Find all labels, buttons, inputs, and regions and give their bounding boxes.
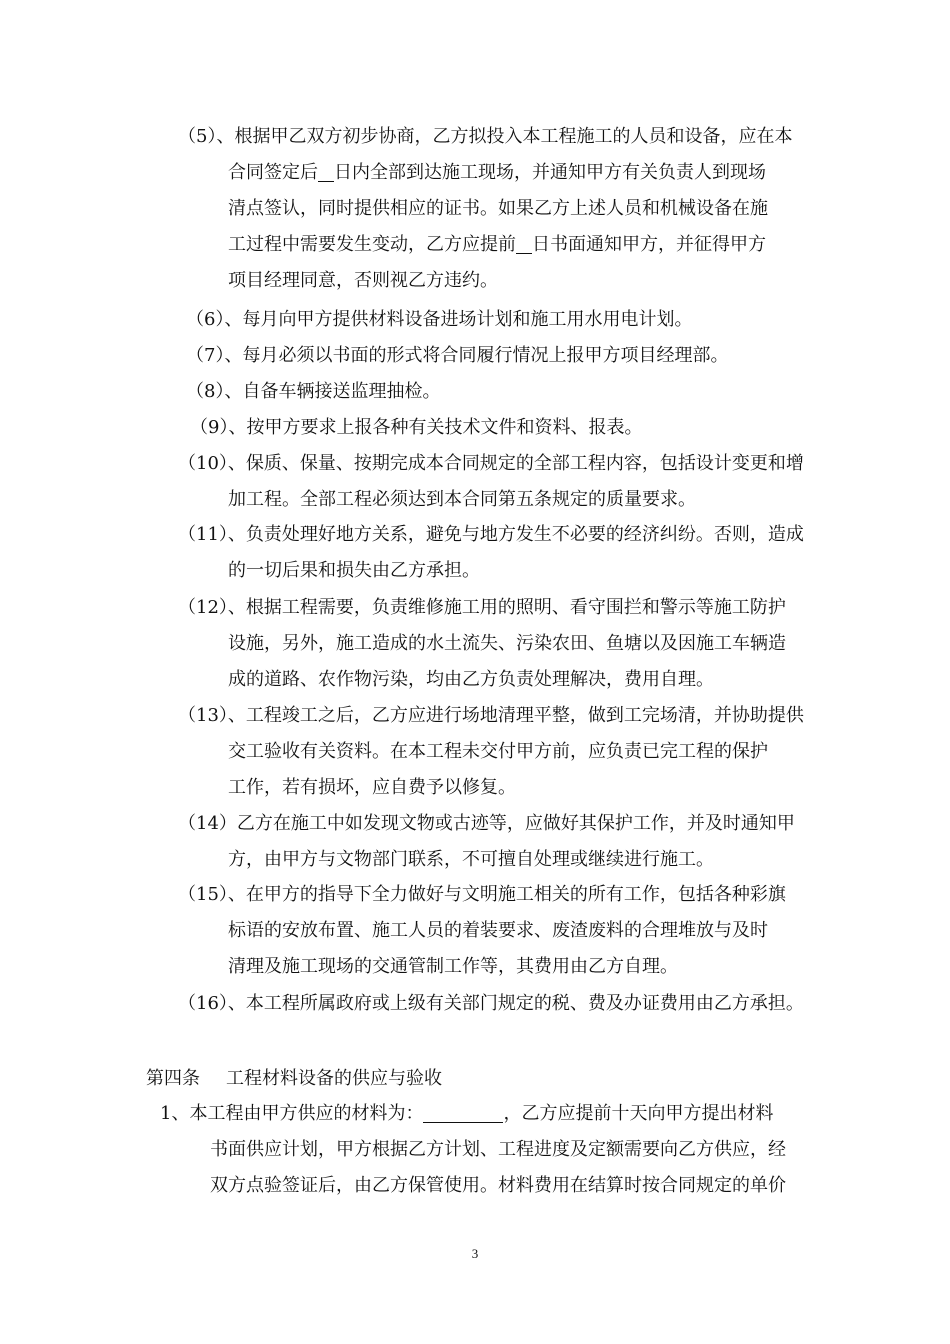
item-11-line-2: 的一切后果和损失由乙方承担。 [228, 560, 480, 581]
item-number: （16）、 [178, 993, 246, 1014]
item-12-line-2: 设施，另外，施工造成的水土流失、污染农田、鱼塘以及因施工车辆造 [228, 633, 786, 654]
item-number: （7）、 [186, 345, 243, 366]
item-7 [186, 338, 728, 374]
item-15-line-3: 清理及施工现场的交通管制工作等，其费用由乙方自理。 [228, 956, 678, 977]
item-13 [178, 698, 804, 734]
fill-in-blank [423, 1098, 503, 1123]
article-title: 工程材料设备的供应与验收 [226, 1068, 442, 1089]
item-text: 按甲方要求上报各种有关技术文件和资料、报表。 [246, 417, 643, 438]
item-10 [178, 446, 804, 482]
item-text: 根据甲乙双方初步协商，乙方拟投入本工程施工的人员和设备，应在本 [234, 126, 793, 147]
item-12 [178, 590, 786, 626]
clause-number: 1、 [160, 1103, 190, 1124]
item-6 [186, 302, 692, 338]
fill-in-blank [318, 157, 334, 182]
item-13-line-3: 工作，若有损坏，应自费予以修复。 [228, 777, 516, 798]
item-14 [178, 806, 795, 842]
item-text: 保质、保量、按期完成本合同规定的全部工程内容，包括设计变更和增 [245, 453, 804, 474]
item-number: （5）、 [178, 126, 235, 147]
article-label: 第四条 [146, 1068, 200, 1089]
item-text: 根据工程需要，负责维修施工用的照明、看守围拦和警示等施工防护 [245, 597, 786, 618]
item-5-line-4 [228, 227, 766, 263]
item-text: 每月向甲方提供材料设备进场计划和施工用水用电计划。 [242, 309, 693, 330]
item-9 [190, 410, 642, 446]
item-text: 负责处理好地方关系，避免与地方发生不必要的经济纠纷。否则，造成 [245, 524, 804, 545]
item-number: （11）、 [178, 524, 246, 545]
item-5 [178, 119, 792, 155]
line-text: 日书面通知甲方，并征得甲方 [532, 234, 766, 255]
item-text: 在甲方的指导下全力做好与文明施工相关的所有工作，包括各种彩旗 [245, 884, 786, 905]
item-number: （14） [178, 813, 237, 834]
item-number: （10）、 [178, 453, 246, 474]
item-number: （15）、 [178, 884, 246, 905]
item-text: 本工程所属政府或上级有关部门规定的税、费及办证费用由乙方承担。 [245, 993, 804, 1014]
clause-1 [160, 1096, 773, 1132]
item-12-line-3: 成的道路、农作物污染，均由乙方负责处理解决，费用自理。 [228, 669, 714, 690]
item-number: （13）、 [178, 705, 246, 726]
item-text: 工程竣工之后，乙方应进行场地清理平整，做到工完场清，并协助提供 [245, 705, 804, 726]
item-8 [186, 374, 440, 410]
line-text: 工过程中需要发生变动，乙方应提前 [228, 234, 516, 255]
item-14-line-2: 方，由甲方与文物部门联系，不可擅自处理或继续进行施工。 [228, 849, 714, 870]
clause-1-line-2: 书面供应计划，甲方根据乙方计划、工程进度及定额需要向乙方供应，经 [210, 1139, 786, 1160]
clause-text: 本工程由甲方供应的材料为： [189, 1103, 424, 1124]
item-number: （8）、 [186, 381, 243, 402]
item-text: 每月必须以书面的形式将合同履行情况上报甲方项目经理部。 [242, 345, 729, 366]
page-number: 3 [471, 1246, 479, 1261]
item-13-line-2: 交工验收有关资料。在本工程未交付甲方前，应负责已完工程的保护 [228, 741, 768, 762]
item-16 [178, 986, 804, 1022]
item-15-line-2: 标语的安放布置、施工人员的着装要求、废渣废料的合理堆放与及时 [228, 920, 768, 941]
item-5-line-2 [228, 155, 766, 191]
item-5-line-3: 清点签认，同时提供相应的证书。如果乙方上述人员和机械设备在施 [228, 198, 768, 219]
clause-text: ，乙方应提前十天向甲方提出材料 [503, 1103, 774, 1124]
item-15 [178, 877, 786, 913]
line-text: 合同签定后 [228, 162, 318, 183]
line-text: 日内全部到达施工现场，并通知甲方有关负责人到现场 [334, 162, 766, 183]
item-number: （12）、 [178, 597, 246, 618]
item-text: 乙方在施工中如发现文物或古迹等，应做好其保护工作，并及时通知甲 [236, 813, 795, 834]
item-10-line-2: 加工程。全部工程必须达到本合同第五条规定的质量要求。 [228, 489, 696, 510]
item-5-line-5: 项目经理同意，否则视乙方违约。 [228, 270, 498, 291]
item-number: （9）、 [190, 417, 247, 438]
fill-in-blank [516, 229, 532, 254]
clause-1-line-3: 双方点验签证后，由乙方保管使用。材料费用在结算时按合同规定的单价 [210, 1175, 786, 1196]
item-text: 自备车辆接送监理抽检。 [242, 381, 441, 402]
item-11 [178, 517, 804, 553]
item-number: （6）、 [186, 309, 243, 330]
article-heading [146, 1061, 442, 1097]
